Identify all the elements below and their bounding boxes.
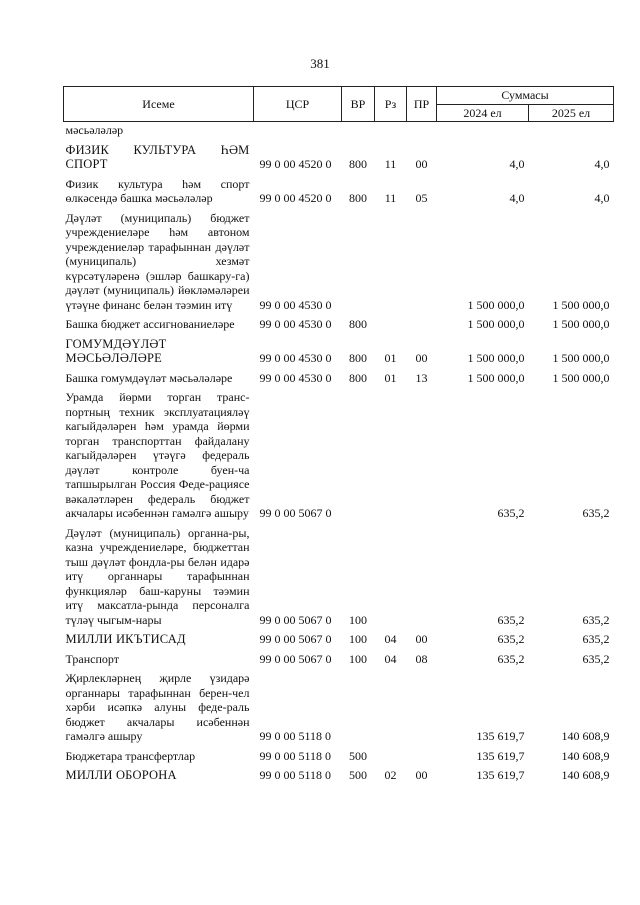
row-csr: 99 0 00 4530 0 bbox=[259, 297, 332, 312]
budget-table-container bbox=[63, 86, 613, 784]
row-sum-2024: 4,0 bbox=[509, 191, 525, 205]
row-pr bbox=[407, 207, 437, 314]
row-sum-2024: 1 500 000,0 bbox=[467, 370, 525, 385]
row-sum-2024: 1 500 000,0 bbox=[467, 297, 525, 312]
row-sum-2025: 140 608,9 bbox=[561, 768, 610, 782]
row-rz: 04 bbox=[384, 651, 397, 666]
row-sum-2024: 635,2 bbox=[497, 632, 525, 646]
row-pr bbox=[407, 313, 437, 333]
row-pr: 00 bbox=[415, 157, 428, 171]
row-sum-2025: 4,0 bbox=[594, 191, 610, 205]
header-rz: Рз bbox=[375, 87, 407, 122]
row-sum-2024: 635,2 bbox=[497, 651, 525, 666]
table-row bbox=[64, 122, 614, 139]
row-csr: 99 0 00 5118 0 bbox=[259, 768, 332, 782]
row-name: Транспорт bbox=[65, 651, 119, 666]
row-vr bbox=[342, 386, 375, 522]
row-name: Башка гомумдәүләт мәсьәләләре bbox=[65, 370, 233, 385]
row-name: МИЛЛИ ОБОРОНА bbox=[65, 768, 177, 782]
row-pr bbox=[407, 386, 437, 522]
row-sum-2024: 135 619,7 bbox=[476, 768, 525, 782]
budget-table bbox=[63, 86, 614, 784]
row-sum-2024 bbox=[437, 122, 529, 139]
row-vr: 100 bbox=[349, 632, 367, 646]
row-csr: 99 0 00 4530 0 bbox=[259, 351, 332, 365]
row-pr bbox=[407, 522, 437, 629]
row-rz bbox=[375, 745, 407, 765]
row-pr: 05 bbox=[415, 191, 428, 205]
row-csr: 99 0 00 4520 0 bbox=[259, 157, 332, 171]
row-csr: 99 0 00 5118 0 bbox=[259, 748, 332, 763]
table-row bbox=[64, 745, 614, 765]
row-vr: 800 bbox=[349, 191, 367, 205]
row-csr: 99 0 00 4530 0 bbox=[259, 370, 332, 385]
row-rz: 02 bbox=[384, 768, 397, 782]
row-rz bbox=[375, 386, 407, 522]
row-vr: 500 bbox=[349, 748, 367, 763]
row-sum-2025: 635,2 bbox=[582, 632, 610, 646]
page-number: 381 bbox=[310, 56, 330, 71]
row-sum-2024: 135 619,7 bbox=[476, 748, 525, 763]
row-sum-2024: 635,2 bbox=[497, 612, 525, 627]
row-sum-2025: 635,2 bbox=[582, 612, 610, 627]
row-rz: 01 bbox=[384, 370, 397, 385]
row-sum-2024: 1 500 000,0 bbox=[467, 351, 525, 365]
row-pr: 00 bbox=[415, 632, 428, 646]
row-name: Физик культура һәм спорт өлкәсендә башка мәсьәләләр bbox=[65, 176, 250, 205]
table-row bbox=[64, 313, 614, 333]
row-vr: 800 bbox=[349, 370, 367, 385]
table-row bbox=[64, 386, 614, 522]
row-pr: 08 bbox=[415, 651, 428, 666]
row-pr bbox=[407, 667, 437, 745]
row-sum-2024: 4,0 bbox=[509, 157, 525, 171]
row-rz bbox=[375, 313, 407, 333]
row-sum-2025: 1 500 000,0 bbox=[552, 297, 610, 312]
row-pr: 00 bbox=[415, 768, 428, 782]
row-vr: 100 bbox=[349, 612, 367, 627]
table-row bbox=[64, 173, 614, 207]
table-row bbox=[64, 628, 614, 648]
row-vr: 800 bbox=[349, 351, 367, 365]
row-rz: 04 bbox=[384, 632, 397, 646]
row-vr: 100 bbox=[349, 651, 367, 666]
table-row bbox=[64, 522, 614, 629]
row-pr: 00 bbox=[415, 351, 428, 365]
row-rz: 01 bbox=[384, 351, 397, 365]
row-csr: 99 0 00 4530 0 bbox=[259, 317, 332, 331]
row-csr: 99 0 00 4520 0 bbox=[259, 191, 332, 205]
row-sum-2025: 1 500 000,0 bbox=[552, 351, 610, 365]
row-name: Җирлекләрнең җирле үзидарә органнары тарафыннан берен-чел хәрби исәпкә алуны феде-раль бюджет акчалары исәбеннән гамәлгә ашыру bbox=[65, 671, 250, 743]
row-vr bbox=[342, 207, 375, 314]
row-pr bbox=[407, 745, 437, 765]
row-sum-2025: 140 608,9 bbox=[561, 748, 610, 763]
row-vr bbox=[342, 122, 375, 139]
row-sum-2025 bbox=[529, 122, 614, 139]
row-vr: 800 bbox=[349, 157, 367, 171]
row-sum-2025: 140 608,9 bbox=[561, 729, 610, 743]
row-sum-2024: 635,2 bbox=[497, 506, 525, 520]
row-rz bbox=[375, 122, 407, 139]
row-sum-2025: 4,0 bbox=[594, 157, 610, 171]
header-year-2024: 2024 ел bbox=[437, 104, 529, 122]
table-row bbox=[64, 667, 614, 745]
table-row bbox=[64, 333, 614, 367]
row-vr: 800 bbox=[349, 317, 367, 331]
row-name: МИЛЛИ ИКЪТИСАД bbox=[65, 632, 186, 646]
header-sums: Суммасы bbox=[437, 87, 614, 105]
row-sum-2024: 135 619,7 bbox=[476, 729, 525, 743]
table-header bbox=[64, 87, 614, 122]
row-rz bbox=[375, 207, 407, 314]
header-vr: ВР bbox=[342, 87, 375, 122]
table-body bbox=[64, 122, 614, 784]
row-sum-2025: 1 500 000,0 bbox=[552, 317, 610, 331]
row-name: Дәүләт (муниципаль) органна-ры, казна учреждениеләре, бюджеттан тыш дәүләт фондла-ры белән идарә итү органнары тарафыннан функцияләр баш-каруны тәэмин итү максатла-рында персоналга түләү чыгым-нары bbox=[65, 525, 250, 627]
row-rz bbox=[375, 522, 407, 629]
table-row bbox=[64, 139, 614, 173]
header-name: Исеме bbox=[64, 87, 254, 122]
table-row bbox=[64, 367, 614, 387]
table-row bbox=[64, 207, 614, 314]
table-row bbox=[64, 764, 614, 784]
row-csr: 99 0 00 5067 0 bbox=[259, 612, 332, 627]
table-row bbox=[64, 648, 614, 668]
row-rz: 11 bbox=[384, 191, 397, 205]
row-name: Дәүләт (муниципаль) бюджет учреждениеләре һәм автоном учреждениеләр тарафыннан дәүләт (муниципаль) хезмәт күрсәтүләренә (эшләр башкару-га) дәүләт (муниципаль) йөкләмәләреи үтәүне финанс белән тәэмин итү bbox=[65, 210, 250, 312]
header-csr: ЦСР bbox=[254, 87, 342, 122]
row-sum-2025: 635,2 bbox=[582, 506, 610, 520]
row-vr: 500 bbox=[349, 768, 367, 782]
header-pr: ПР bbox=[407, 87, 437, 122]
row-vr bbox=[342, 667, 375, 745]
row-name: Бюджетара трансфертлар bbox=[65, 748, 196, 763]
row-pr: 13 bbox=[415, 370, 428, 385]
row-csr bbox=[254, 122, 342, 139]
row-pr bbox=[407, 122, 437, 139]
header-year-2025: 2025 ел bbox=[529, 104, 614, 122]
row-name: Урамда йөрми торган транс-портның техник эксплуатацияләү кагыйдәләрен һәм урамда йөрми торган транспорттан файдалану кагыйдәләрен үтәүгә федераль дәүләт контроле буен-ча тапшырылган Россия Феде-рациясе вәкаләтләрен федераль бюджет акчалары исәбеннән гамәлгә ашыру bbox=[65, 390, 250, 520]
row-sum-2025: 1 500 000,0 bbox=[552, 370, 610, 385]
row-name: ГОМУМДӘҮЛӘТ МӘСЬӘЛӘЛӘРЕ bbox=[65, 336, 167, 365]
row-sum-2025: 635,2 bbox=[582, 651, 610, 666]
row-rz bbox=[375, 667, 407, 745]
row-csr: 99 0 00 5067 0 bbox=[259, 632, 332, 646]
row-csr: 99 0 00 5067 0 bbox=[259, 506, 332, 520]
row-csr: 99 0 00 5067 0 bbox=[259, 651, 332, 666]
row-name: ФИЗИК КУЛЬТУРА ҺӘМ СПОРТ bbox=[65, 142, 250, 171]
row-sum-2024: 1 500 000,0 bbox=[467, 317, 525, 331]
row-csr: 99 0 00 5118 0 bbox=[259, 729, 332, 743]
row-name: мәсьәләләр bbox=[65, 123, 124, 137]
row-rz: 11 bbox=[384, 157, 397, 171]
row-name: Башка бюджет ассигнованиеләре bbox=[65, 317, 235, 331]
